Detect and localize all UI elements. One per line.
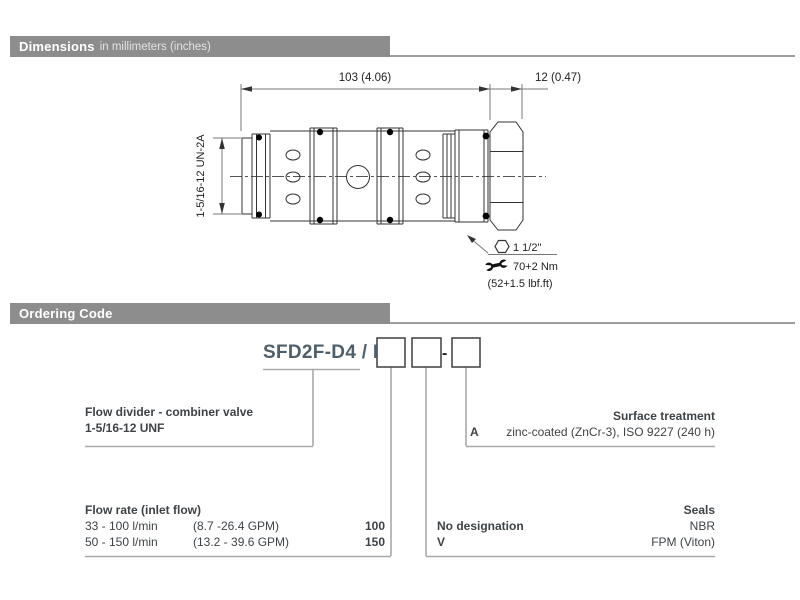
valve-holes	[286, 150, 430, 204]
wrench-icon	[481, 258, 511, 272]
flow-rate-row	[85, 534, 385, 550]
flow-rate-code: 150	[364, 535, 385, 549]
hex-wrench-note	[467, 235, 558, 290]
order-box-1	[377, 338, 405, 367]
dimensions-bar-rule	[390, 55, 795, 57]
leader-arrow	[467, 235, 557, 255]
flow-rate-title: Flow rate (inlet flow)	[85, 503, 201, 517]
dimensions-title: Dimensions	[19, 39, 95, 54]
flow-rate-row	[85, 518, 385, 534]
order-box-3	[452, 338, 480, 367]
dim-length-label: 103 (4.06)	[338, 72, 392, 84]
ordering-title: Ordering Code	[19, 306, 113, 321]
order-dash: -	[442, 345, 448, 362]
seals-row	[437, 534, 715, 550]
dim-hex-width-label: 12 (0.47)	[535, 72, 582, 84]
thread-label: 1-5/16-12 UN-2A	[195, 134, 207, 218]
flow-rate-range: 33 - 100 l/min	[85, 519, 158, 533]
torque-label: 70+2 Nm	[513, 261, 558, 273]
seals-desc: FPM (Viton)	[651, 535, 715, 549]
valve-body-drawing	[230, 122, 546, 230]
hex-size-label: 1 1/2"	[513, 242, 542, 254]
flow-divider-line2: 1-5/16-12 UNF	[85, 421, 165, 435]
seals-title: Seals	[683, 503, 715, 517]
torque-lbf-label: (52+1.5 lbf.ft)	[487, 278, 553, 290]
flow-rate-range: 50 - 150 l/min	[85, 535, 158, 549]
ordering-bar-rule	[390, 322, 795, 324]
dimensions-subtitle: in millimeters (inches)	[99, 40, 211, 53]
seals-code: No designation	[437, 519, 524, 533]
surface-treatment-row	[470, 424, 715, 440]
dimension-103	[241, 84, 490, 131]
flow-rate-block	[85, 502, 385, 550]
flow-divider-label	[85, 404, 253, 436]
flow-divider-line1: Flow divider - combiner valve	[85, 405, 254, 419]
thread-dimension	[213, 138, 241, 214]
ordering-code-boxes	[377, 338, 480, 367]
dimension-12	[490, 84, 548, 119]
seals-row	[437, 518, 715, 534]
hex-icon	[495, 241, 509, 253]
surface-treatment-code: A	[470, 425, 479, 439]
ordering-section-bar	[10, 303, 390, 324]
dimensions-section-bar	[10, 36, 390, 57]
seals-code: V	[437, 535, 446, 549]
ordering-code-text: SFD2F-D4 / I	[263, 342, 379, 363]
seals-desc: NBR	[689, 519, 715, 533]
hex-nut	[490, 122, 523, 230]
flow-rate-code: 100	[364, 519, 385, 533]
surface-treatment-desc: zinc-coated (ZnCr-3), ISO 9227 (240 h)	[506, 425, 715, 439]
order-box-2	[412, 338, 441, 367]
oring-dots	[256, 129, 489, 223]
surface-treatment-title: Surface treatment	[612, 409, 715, 423]
flow-rate-gpm: (13.2 - 39.6 GPM)	[193, 535, 290, 549]
flow-rate-gpm: (8.7 -26.4 GPM)	[193, 519, 280, 533]
